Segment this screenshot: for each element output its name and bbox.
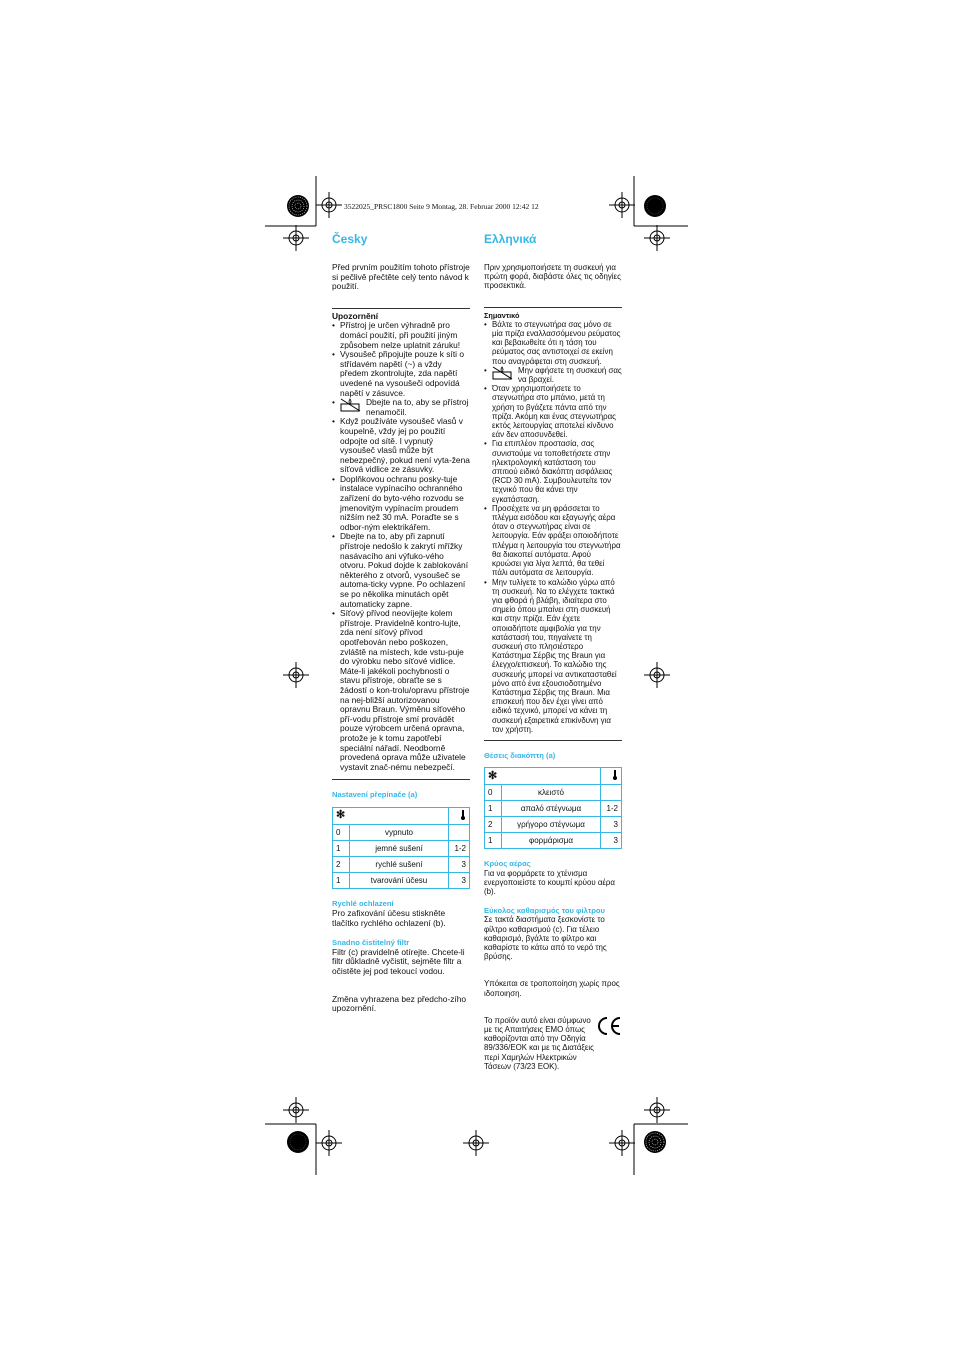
greek-switch-title: Θέσεις διακόπτη (a) — [484, 750, 556, 760]
list-item: • Για επιπλέον προστασία, σας συνιστούμε να τοποθετήσετε στην ηλεκτρολογική κατάσταση του σπιτιού ειδικό διακόπτη ασφάλειας (RCD 30 mA). Συμβουλευτείτε τον τεχνικό που θα κάνει την εγκατάσταση. — [484, 439, 622, 503]
switch-position: 1 — [333, 873, 350, 889]
switch-temp: 1-2 — [601, 801, 622, 817]
switch-temp: 1-2 — [449, 841, 470, 857]
switch-label: tvarování účesu — [350, 873, 449, 889]
switch-position: 2 — [485, 817, 502, 833]
table-row — [333, 873, 470, 889]
greek-filter-title: Εύκολος καθαρισμός του φίλτρου — [484, 906, 605, 916]
switch-label: γρήγορο στέγνωμα — [502, 817, 601, 833]
no-water-icon — [492, 366, 514, 380]
list-item: • Doplňkovou ochranu posky-tuje instalace vypínacího ochranného zařízení do byto-vého rozvodu se jmenovitým vypínacím proudem nižším než 30 mA. Poraďte se s odbor-ným elektrikářem. — [332, 475, 470, 533]
list-item: • Síťový přívod neovíjejte kolem přístroje. Pravidelně kontro-lujte, zda není síťový přívod opotřebován nebo poškozen, zvláště na místech, kde vstu-puje do výrobku nebo síťové vidlice. Máte-li jakékoli pochybnosti o stavu přístroje, obraťte se s žádostí o kon-trolu/opravu přístroje na nej-bližší autorizovanou opravnu Braun. Výměnu síťového pří-vodu přístroje smí provádět pouze výrobcem určená opravna, protože je k tomu zapotřebí speciální nářadí. Neodborně provedená oprava může uživatele vystavit znač-nému nebezpečí. — [332, 609, 470, 772]
divider — [332, 779, 470, 780]
czech-cool-title: Rychlé ochlazení — [332, 899, 394, 909]
table-header-row — [485, 768, 622, 785]
table-row — [485, 833, 622, 849]
list-item: • Όταν χρησιμοποιήσετε το στεγνωτήρα στο μπάνιο, μετά τη χρήση το βγάζετε πάντα από την πρίζα. Ακόμη και ένας στεγνωτήρας εκτός λειτουργίας αποτελεί κίνδυνο εάν δεν αποσυνδεθεί. — [484, 384, 622, 439]
switch-position: 1 — [485, 801, 502, 817]
table-row — [485, 801, 622, 817]
divider — [332, 308, 470, 309]
greek-title: Ελληνικά — [484, 232, 537, 246]
switch-position: 2 — [333, 857, 350, 873]
divider — [484, 307, 622, 308]
switch-temp: 3 — [601, 817, 622, 833]
czech-footer: Změna vyhrazena bez předcho-zího upozornění. — [332, 993, 467, 1014]
greek-warning-title: Σημαντικό — [484, 310, 520, 320]
table-row — [333, 857, 470, 873]
fan-icon: ✻ — [333, 807, 449, 825]
czech-filter-text: Filtr (c) pravidelně otírejte. Chcete-li filtr důkladně vyčistit, sejměte filtr a očistěte jej pod tekoucí vodou. — [332, 946, 465, 977]
czech-title: Česky — [332, 232, 368, 246]
list-item: • Βάλτε το στεγνωτήρα σας μόνο σε μία πρίζα εναλλασσόμενου ρεύματος και βεβαιωθείτε ότι η τάση του ρεύματος σας αντιστοιχεί σε εκείνη που αναγράφεται στη συσκευή. — [484, 320, 622, 366]
table-header-row — [333, 807, 470, 825]
switch-temp — [601, 785, 622, 801]
switch-position: 0 — [333, 825, 350, 841]
switch-temp: 3 — [449, 857, 470, 873]
greek-switch-table — [484, 767, 622, 849]
list-item: • Přístroj je určen výhradně pro domácí použití, při použití jiným způsobem nelze uplatnit záruku! — [332, 321, 470, 350]
switch-temp — [449, 825, 470, 841]
list-item: • Vysoušeč připojujte pouze k síti o střídavém napětí (~) a vždy předem zkontrolujte, zda napětí uvedené na vysoušeči odpovídá napětí v zásuvce. — [332, 350, 470, 398]
czech-warning-list — [332, 321, 470, 772]
table-row — [333, 841, 470, 857]
czech-intro: Před prvním použitím tohoto přístroje si pečlivě přečtěte celý tento návod k použití. — [332, 262, 470, 292]
table-row — [485, 785, 622, 801]
switch-label: απαλό στέγνωμα — [502, 801, 601, 817]
list-item-text: • Dbejte na to, aby se přístroj nenamočil. — [366, 397, 469, 417]
greek-cool-text: Για να φορμάρετε το χτένισμα ενεργοποιείστε το κουμπί κρύου αέρα (b). — [484, 868, 615, 896]
czech-warning-title: Upozornění — [332, 310, 379, 321]
ce-text: Το προϊόν αυτό είναι σύμφωνο με τις Απαιτήσεις ΕΜΟ όπως καθορίζονται από την Οδηγία 89/336/ΕΟΚ και με τις Διατάξεις περί Χαμηλών Ηλεκτρικών Τάσεων (73/23 ΕΟΚ). — [484, 1015, 594, 1071]
czech-cool-text: Pro zafixování účesu stiskněte tlačítko rychlého ochlazení (b). — [332, 908, 446, 928]
switch-label: vypnuto — [350, 825, 449, 841]
greek-footer: Υπόκειται σε τροποποίηση χωρίς προς ιδοποιηση. — [484, 979, 620, 998]
divider — [484, 740, 622, 741]
czech-column — [332, 232, 470, 1014]
switch-label: κλειστό — [502, 785, 601, 801]
greek-warning-list — [484, 320, 622, 734]
list-item: • Dbejte na to, aby při zapnutí přístroje nedošlo k zakrytí mřížky nasávacího ani výfuko-vého otvoru. Pokud dojde k zablokování některého z otvorů, vysoušeč se automa-ticky vypne. Po ochlazení se po několika minutách opět automaticky zapne. — [332, 532, 470, 609]
list-item — [484, 366, 622, 384]
greek-column — [484, 232, 622, 1071]
list-item: • Když používáte vysoušeč vlasů v koupelně, vždy jej po použití odpojte od sítě. I vypnutý vysoušeč vlasů může být nebezpečný, pokud není vyta-žena síťová vidlice ze zásuvky. — [332, 417, 470, 475]
table-row — [333, 825, 470, 841]
switch-temp: 3 — [601, 833, 622, 849]
thermometer-icon — [601, 768, 622, 785]
print-header: 3522025_PRSC1800 Seite 9 Montag, 28. Februar 2000 12:42 12 — [344, 202, 539, 211]
list-item-text: • Μην αφήσετε τη συσκευή σας να βραχεί. — [518, 365, 622, 385]
fan-icon: ✻ — [485, 768, 601, 785]
ce-mark-icon — [596, 1016, 622, 1036]
switch-label: rychlé sušení — [350, 857, 449, 873]
list-item: • Μην τυλίγετε το καλώδιο γύρω από τη συσκευή. Να το ελέγχετε τακτικά για φθορά ή βλάβη, ιδιαίτερα στο σημείο όπου μπαίνει στη συσκευή και στην πρίζα. Εάν έχετε οποιαδήποτε αμφιβολία για την κατάστασή του, πηγαίνετε τη συσκευή στο πλησιέστερο Κατάστημα Σέρβις της Braun για έλεγχο/επισκευή. Το καλώδιο της συσκευής μπορεί να αντικατασταθεί μόνο από ένα εξουσιοδοτημένο Κατάστημα Σέρβις της Braun. Μια επισκευή που δεν έχει γίνει από ειδικό τεχνικό, μπορεί να κάνει τη συσκευή εξαιρετικά επικίνδυνη για τον χρήστη. — [484, 578, 622, 734]
czech-filter-title: Snadno čistitelný filtr — [332, 938, 410, 948]
switch-position: 0 — [485, 785, 502, 801]
list-item: • Προσέχετε να μη φράσσεται το πλέγμα εισόδου και εξαγωγής αέρα όταν ο στεγνωτήρας είναι σε λειτουργία. Εάν φράξει οποιοδήποτε πλέγμα η λειτουργία του στεγνωτήρα θα διακοπεί αυτόματα. Αφού κρυώσει για λίγα λεπτά, θα τεθεί πάλι αυτόματα σε λειτουργία. — [484, 504, 622, 578]
switch-label: φορμάρισμα — [502, 833, 601, 849]
switch-position: 1 — [333, 841, 350, 857]
czech-switch-title: Nastavení přepínače (a) — [332, 790, 418, 800]
czech-switch-table — [332, 807, 470, 890]
greek-cool-title: Κρύος αέρας — [484, 859, 531, 869]
switch-label: jemné sušení — [350, 841, 449, 857]
greek-intro: Πριν χρησιμοποιήσετε τη συσκευή για πρώτη φορά, διαβάστε όλες τις οδηγίες προσεκτικά. — [484, 263, 621, 291]
no-water-icon — [340, 398, 362, 412]
greek-filter-text: Σε τακτά διαστήματα ξεσκονίστε το φίλτρο καθαρισμού (c). Για τέλειο καθαρισμό, βγάλτε το φίλτρο και καθαρίστε το κάτω από το νερό της βρύσης. — [484, 915, 607, 962]
ce-conformity — [484, 1016, 622, 1071]
table-row — [485, 817, 622, 833]
thermometer-icon — [449, 807, 470, 825]
switch-temp: 3 — [449, 873, 470, 889]
switch-position: 1 — [485, 833, 502, 849]
list-item — [332, 398, 470, 417]
